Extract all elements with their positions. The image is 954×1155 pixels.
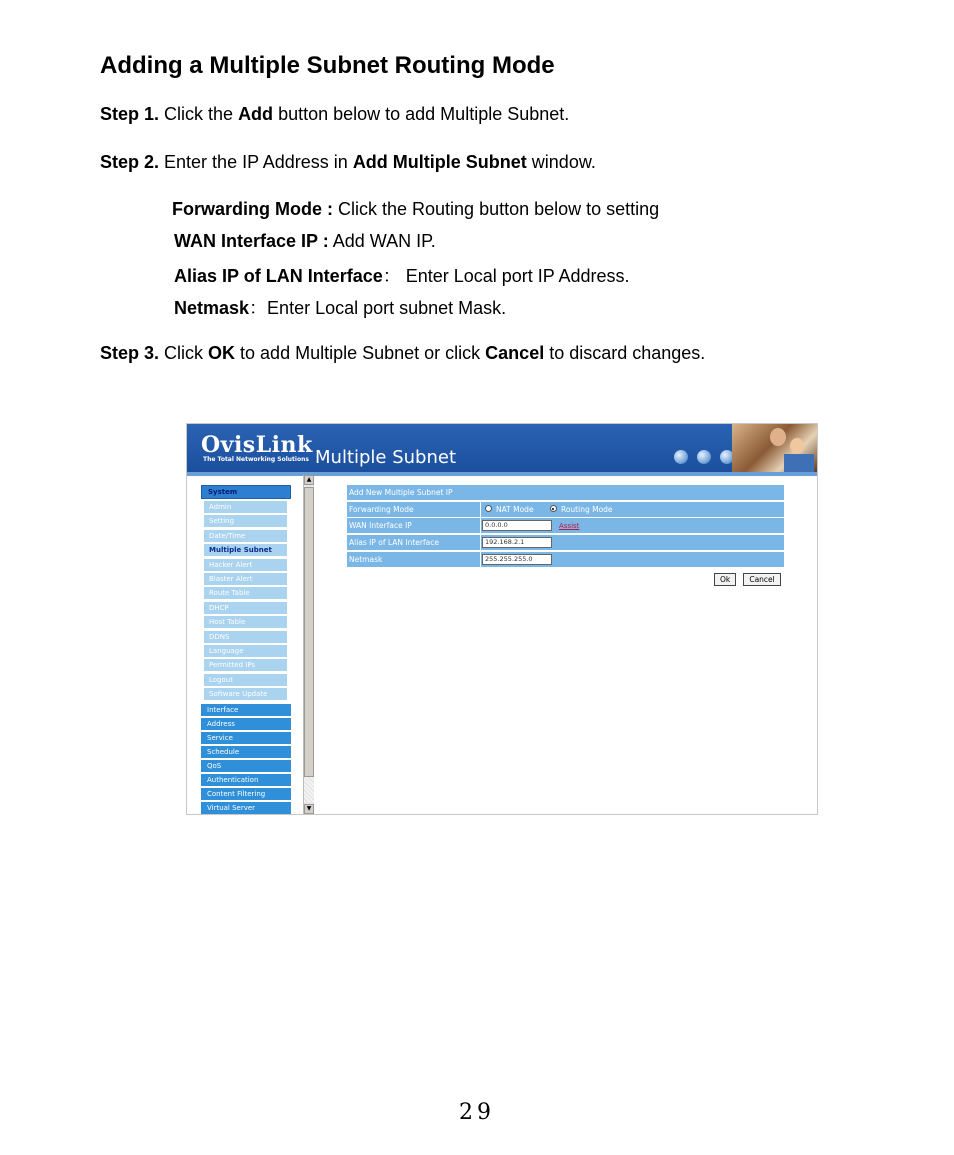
wan-ip-cell [481,518,784,533]
field-netmask [174,294,506,320]
menu-item-admin[interactable]: Admin [204,501,287,513]
page-number: 29 [459,1100,495,1125]
step-3-bold-cancel: Cancel [485,343,545,363]
banner-photo [732,424,817,472]
step-2-label: Step 2. [100,152,160,172]
menu-scrollbar[interactable] [303,475,314,814]
menu-interface[interactable]: Interface [201,704,291,716]
netmask-label: Netmask [347,552,480,567]
menu-service[interactable]: Service [201,732,291,744]
menu-virtual-server[interactable]: Virtual Server [201,802,291,814]
menu-item-ddns[interactable]: DDNS [204,631,287,643]
alias-ip-label: Alias IP of LAN Interface [347,535,480,550]
field-label: Alias IP of LAN Interface [174,266,383,286]
form-buttons [714,567,783,586]
field-label: WAN Interface IP : [174,231,329,251]
menu-system[interactable]: System [201,485,291,499]
step-1 [100,104,569,125]
add-subnet-form [347,485,784,568]
assist-link[interactable]: Assist [559,522,580,531]
step-2-bold: Add Multiple Subnet [352,152,527,172]
menu-item-dhcp[interactable]: DHCP [204,602,287,614]
globe-icon [674,450,688,464]
menu-item-setting[interactable]: Setting [204,515,287,527]
field-wan-interface-ip [174,231,436,252]
scroll-thumb[interactable] [304,487,314,777]
step-1-text-a: Click the [159,104,239,124]
menu-item-software-update[interactable]: Software Update [204,688,287,700]
banner [187,424,817,472]
netmask-cell [481,552,784,567]
forwarding-mode-label: Forwarding Mode [347,502,480,517]
field-label: Netmask [174,298,250,318]
menu-schedule[interactable]: Schedule [201,746,291,758]
step-2-text-b: window. [526,152,596,172]
logo: OvisLink [201,432,313,458]
step-1-bold: Add [238,104,274,124]
page-title: Adding a Multiple Subnet Routing Mode [100,52,555,79]
alias-ip-input[interactable]: 192.168.2.1 [482,537,552,548]
field-text: ：Enter Local port subnet Mask. [249,298,507,318]
menu-item-logout[interactable]: Logout [204,674,287,686]
router-ui-screenshot [186,423,818,815]
step-3-text-c: to discard changes. [544,343,706,363]
forwarding-mode-options [481,502,784,517]
step-1-text-b: button below to add Multiple Subnet. [273,104,570,124]
step-3 [100,343,705,364]
menu-item-multiple-subnet[interactable]: Multiple Subnet [204,544,287,556]
step-2 [100,152,596,173]
field-label: Forwarding Mode : [172,199,333,219]
step-1-label: Step 1. [100,104,160,124]
wan-ip-input[interactable]: 0.0.0.0 [482,520,552,531]
field-text: Click the Routing button below to setting [333,199,660,219]
menu-item-date-time[interactable]: Date/Time [204,530,287,542]
routing-mode-label: Routing Mode [560,504,613,514]
field-alias-ip [174,262,630,288]
field-text: Add WAN IP. [328,231,436,251]
menu-content-filtering[interactable]: Content Filtering [201,788,291,800]
step-3-bold-ok: OK [208,343,236,363]
nat-mode-radio[interactable] [485,505,492,512]
cancel-button[interactable]: Cancel [743,573,780,586]
form-header: Add New Multiple Subnet IP [347,485,784,500]
menu-item-host-table[interactable]: Host Table [204,616,287,628]
scroll-down-icon[interactable]: ▼ [304,804,314,814]
wan-ip-label: WAN Interface IP [347,518,480,533]
field-forwarding-mode [172,199,659,220]
banner-title: Multiple Subnet [315,447,457,468]
menu-authentication[interactable]: Authentication [201,774,291,786]
field-text: ： Enter Local port IP Address. [382,266,630,286]
menu-item-permitted-ips[interactable]: Permitted IPs [204,659,287,671]
sidebar-menu [201,485,291,815]
menu-item-blaster-alert[interactable]: Blaster Alert [204,573,287,585]
scroll-up-icon[interactable]: ▲ [304,475,314,485]
ok-button[interactable]: Ok [714,573,736,586]
menu-item-route-table[interactable]: Route Table [204,587,287,599]
alias-ip-cell [481,535,784,550]
nat-mode-label: NAT Mode [496,504,534,514]
step-2-text-a: Enter the IP Address in [159,152,353,172]
step-3-text-a: Click [159,343,209,363]
step-3-text-b: to add Multiple Subnet or click [235,343,486,363]
netmask-input[interactable]: 255.255.255.0 [482,554,552,565]
step-3-label: Step 3. [100,343,160,363]
routing-mode-radio[interactable] [550,505,557,512]
menu-address[interactable]: Address [201,718,291,730]
menu-item-language[interactable]: Language [204,645,287,657]
menu-item-hacker-alert[interactable]: Hacker Alert [204,559,287,571]
logo-tagline: The Total Networking Solutions [203,456,309,463]
globe-icon [697,450,711,464]
menu-qos[interactable]: QoS [201,760,291,772]
